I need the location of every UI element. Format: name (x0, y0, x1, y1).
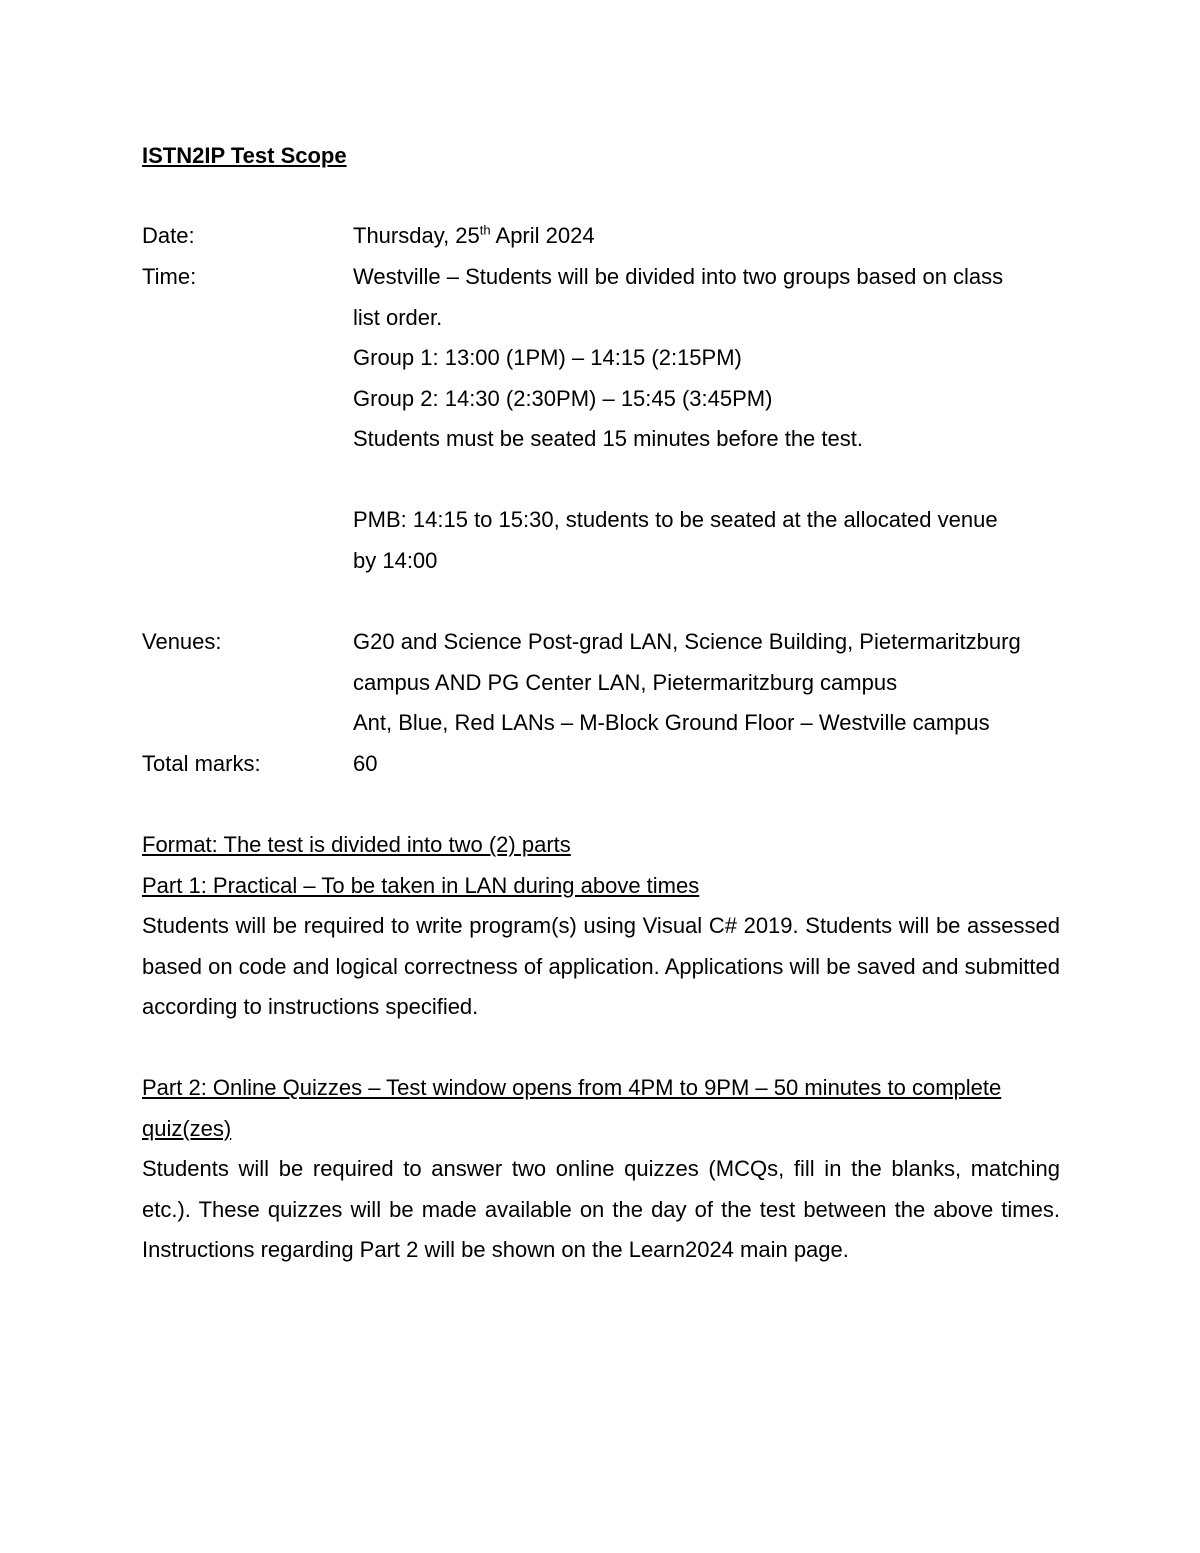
date-value-sup: th (479, 222, 491, 238)
venue-line: campus AND PG Center LAN, Pietermaritzburg campus (353, 669, 898, 695)
time-line: Group 1: 13:00 (1PM) – 14:15 (2:15PM) (353, 345, 742, 370)
part1-heading: Part 1: Practical – To be taken in LAN during above times (142, 872, 700, 898)
part1-body: Students will be required to write program(s) using Visual C# 2019. Students will be assessed based on code and logical correctness of application. Applications will be saved and submitted according to instructions specified. (142, 913, 1060, 1019)
date-value-prefix: Thursday, 25 (353, 223, 480, 248)
venue-line: G20 and Science Post-grad LAN, Science Building, Pietermaritzburg (353, 629, 1021, 654)
part2-section (142, 1068, 1060, 1271)
date-value (353, 216, 1063, 257)
time-value (353, 257, 1063, 581)
venue-line: Ant, Blue, Red LANs – M-Block Ground Floor – Westville campus (353, 710, 990, 735)
part2-body: Students will be required to answer two online quizzes (MCQs, fill in the blanks, matching etc.). These quizzes will be made available on the day of the test between the above times. Instructions regarding Part 2 will be shown on the Learn2024 main page. (142, 1156, 1060, 1262)
format-section (142, 825, 1060, 1028)
time-label: Time: (142, 264, 197, 289)
time-line: Group 2: 14:30 (2:30PM) – 15:45 (3:45PM) (353, 385, 773, 411)
time-line: Westville – Students will be divided into two groups based on class (353, 264, 1004, 289)
format-heading: Format: The test is divided into two (2) parts (142, 832, 571, 857)
document-title: ISTN2IP Test Scope (142, 143, 347, 168)
pmb-line: PMB: 14:15 to 15:30, students to be seated at the allocated venue (353, 507, 998, 532)
total-marks-value-wrap (353, 744, 1063, 785)
time-line: Students must be seated 15 minutes before the test. (353, 426, 863, 451)
total-marks-label: Total marks: (142, 751, 261, 776)
pmb-line: by 14:00 (353, 547, 438, 573)
date-value-suffix: April 2024 (490, 223, 595, 248)
venues-value (353, 622, 1063, 744)
time-line: list order. (353, 304, 443, 330)
venues-label: Venues: (142, 629, 222, 654)
part2-heading: Part 2: Online Quizzes – Test window opens from 4PM to 9PM – 50 minutes to complete quiz(zes) (142, 1075, 1002, 1141)
total-marks-value: 60 (353, 751, 378, 776)
date-label: Date: (142, 223, 195, 248)
